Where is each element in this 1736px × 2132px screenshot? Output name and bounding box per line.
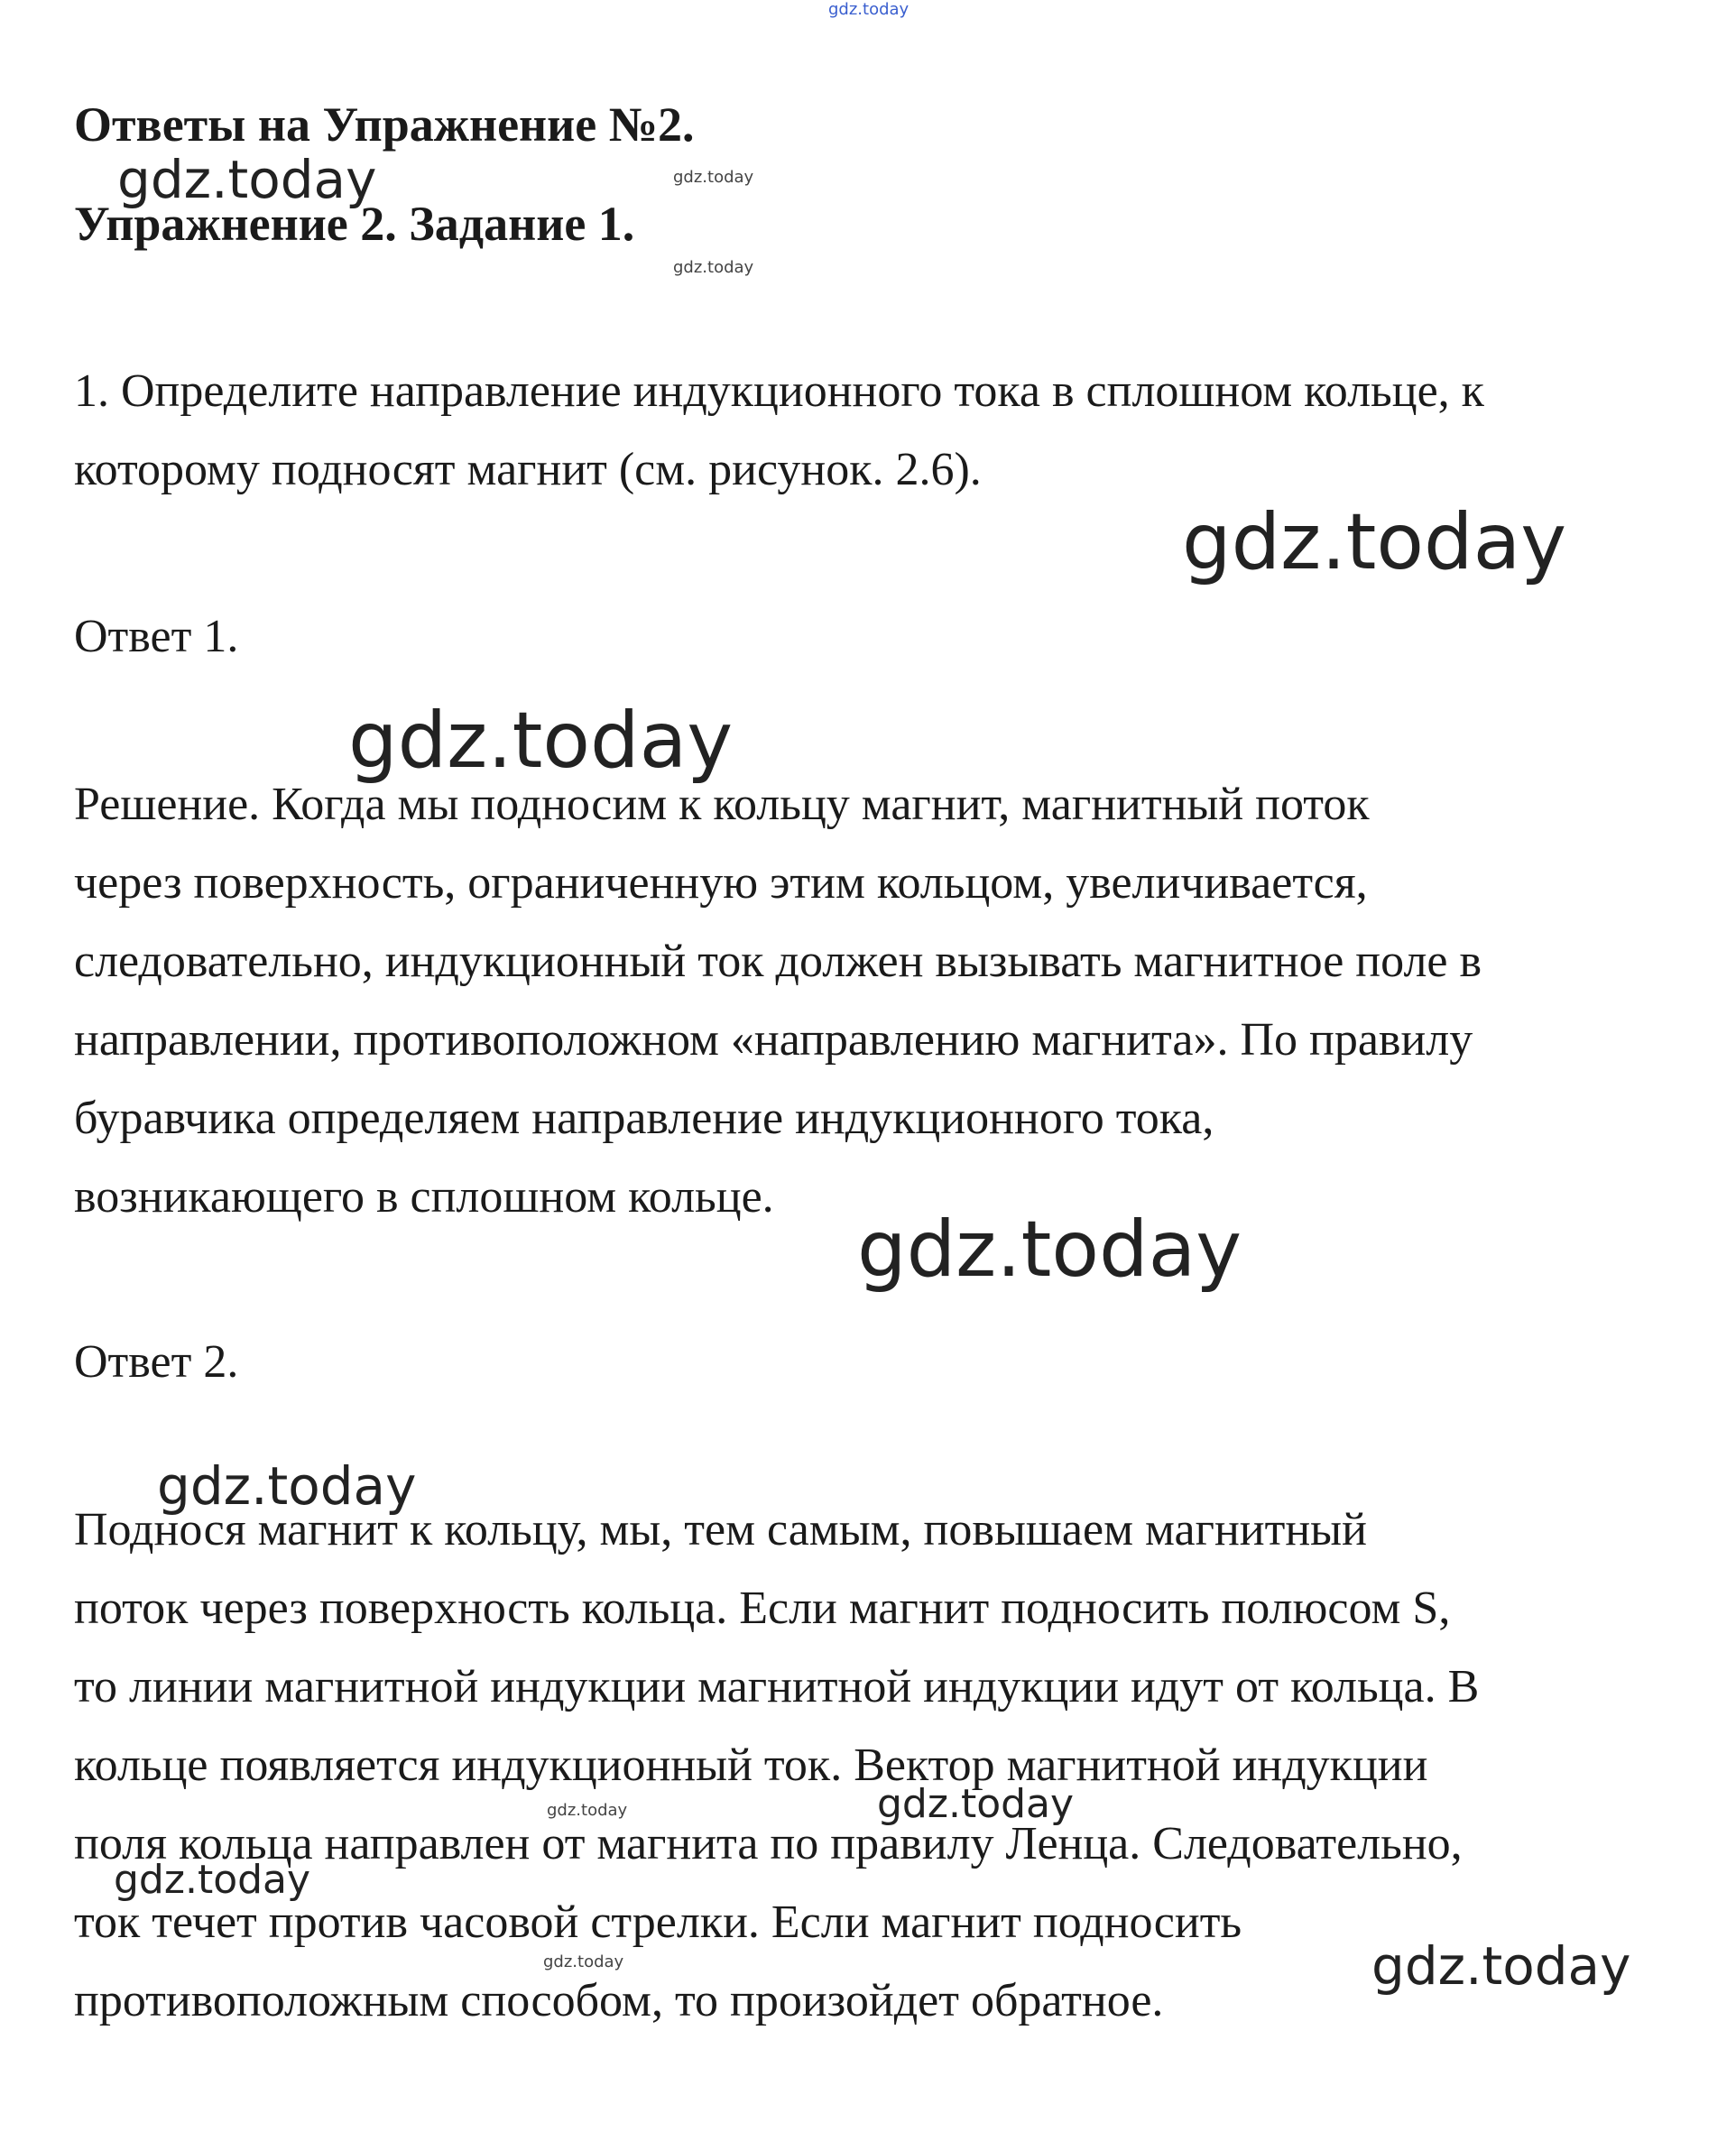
question-line: 1. Определите направление индукционного тока в сплошном кольце, к <box>74 365 1484 417</box>
answer1-line: буравчика определяем направление индукционного тока, <box>74 1093 1214 1144</box>
watermark: gdz.today <box>157 1455 417 1517</box>
answer1-line: возникающего в сплошном кольце. <box>74 1171 774 1223</box>
exercise-subtitle: Упражнение 2. Задание 1. <box>74 197 635 251</box>
answer2-line: Поднося магнит к кольцу, мы, тем самым, повышаем магнитный <box>74 1504 1367 1555</box>
watermark: gdz.today <box>117 149 377 210</box>
watermark: gdz.today <box>857 1204 1242 1295</box>
answer1-text <box>74 765 1680 1236</box>
watermark: gdz.today <box>1182 497 1567 587</box>
watermark: gdz.today <box>877 1781 1075 1827</box>
watermark: gdz.today <box>673 168 754 187</box>
answer2-line: поля кольца направлен от магнита по правилу Ленца. Следовательно, <box>74 1818 1463 1869</box>
answer2-label: Ответ 2. <box>74 1336 239 1388</box>
question-line: которому подносят магнит (см. рисунок. 2.6). <box>74 444 982 495</box>
watermark: gdz.today <box>1371 1935 1631 1997</box>
answer2-line: то линии магнитной индукции магнитной индукции идут от кольца. В <box>74 1661 1480 1712</box>
watermark: gdz.today <box>547 1801 628 1820</box>
answer1-label: Ответ 1. <box>74 611 239 662</box>
watermark-top: gdz.today <box>828 0 910 19</box>
answer1-line: через поверхность, ограниченную этим кольцом, увеличивается, <box>74 857 1368 909</box>
watermark: gdz.today <box>114 1857 311 1903</box>
watermark: gdz.today <box>543 1952 624 1971</box>
answer1-line: Решение. Когда мы подносим к кольцу магнит, магнитный поток <box>74 779 1370 830</box>
page-title: Ответы на Упражнение №2. <box>74 97 695 152</box>
question-text <box>74 352 1680 509</box>
watermark: gdz.today <box>348 696 734 786</box>
watermark: gdz.today <box>673 258 754 277</box>
answer1-line: направлении, противоположном «направлению магнита». По правилу <box>74 1014 1473 1066</box>
answer2-line: поток через поверхность кольца. Если магнит подносить полюсом S, <box>74 1583 1451 1634</box>
answer2-line: ток течет против часовой стрелки. Если магнит подносить <box>74 1897 1242 1948</box>
answer2-line: противоположным способом, то произойдет обратное. <box>74 1975 1164 2026</box>
answer2-line: кольце появляется индукционный ток. Вектор магнитной индукции <box>74 1740 1428 1791</box>
answer1-line: следовательно, индукционный ток должен вызывать магнитное поле в <box>74 936 1482 987</box>
